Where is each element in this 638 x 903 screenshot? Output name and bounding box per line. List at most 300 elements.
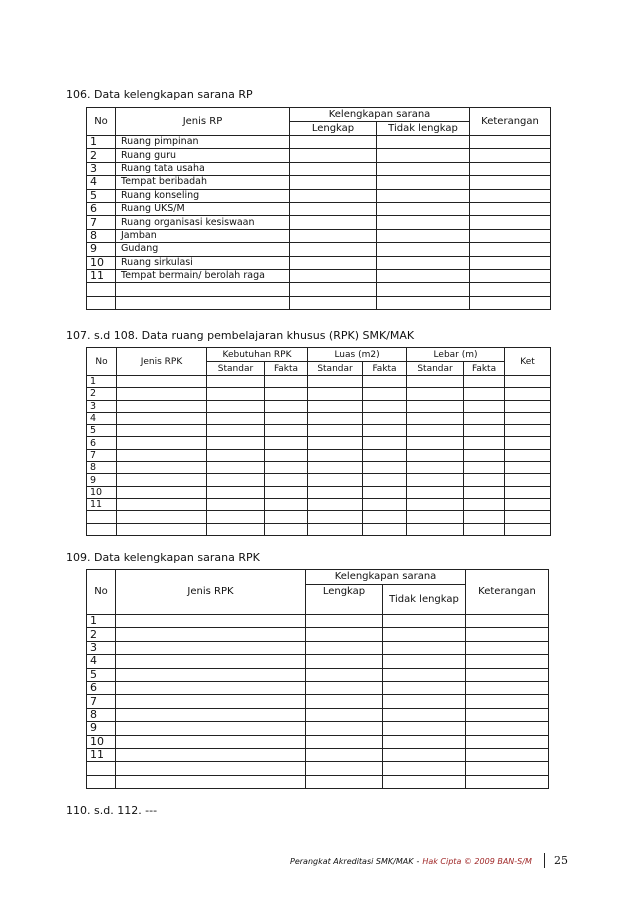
room-name: Ruang UKS/M — [116, 202, 290, 215]
table-cell — [363, 376, 407, 388]
table-cell — [363, 449, 407, 461]
table-cell — [466, 641, 549, 654]
table-cell — [207, 498, 265, 510]
col-lebar-header: Lebar (m) — [407, 348, 505, 362]
row-number: 10 — [87, 256, 116, 269]
table-row — [87, 775, 549, 788]
table-cell — [464, 412, 505, 424]
col-fakta-header: Fakta — [464, 362, 505, 376]
table-cell — [383, 775, 466, 788]
table-cell — [470, 176, 551, 189]
table-cell — [87, 283, 116, 296]
table-cell — [383, 708, 466, 721]
table-cell — [117, 498, 207, 510]
row-number: 7 — [87, 449, 117, 461]
table-cell — [290, 176, 377, 189]
table-cell — [464, 449, 505, 461]
table-cell — [464, 498, 505, 510]
table-cell — [470, 149, 551, 162]
table-cell — [466, 762, 549, 775]
table-cell — [363, 388, 407, 400]
table-cell — [116, 615, 306, 628]
table-row — [87, 425, 551, 437]
table-cell — [117, 388, 207, 400]
table-cell — [470, 296, 551, 309]
table-cell — [464, 523, 505, 535]
table-row — [87, 615, 549, 628]
table-cell — [117, 486, 207, 498]
table-cell — [290, 296, 377, 309]
table-cell — [407, 412, 464, 424]
col-standar-header: Standar — [207, 362, 265, 376]
footer-copyright: Hak Cipta © 2009 BAN-S/M — [422, 857, 532, 866]
table-cell — [464, 437, 505, 449]
table-cell — [116, 775, 306, 788]
table-cell — [308, 511, 363, 523]
col-ket-header: Ket — [505, 348, 551, 376]
col-jenis-header: Jenis RP — [116, 108, 290, 136]
table-cell — [306, 668, 383, 681]
table-row — [87, 376, 551, 388]
table-cell — [377, 216, 470, 229]
table-cell — [308, 462, 363, 474]
table-row — [87, 498, 551, 510]
table-cell — [117, 437, 207, 449]
table-cell — [265, 437, 308, 449]
table-cell — [290, 162, 377, 175]
table-row — [87, 400, 551, 412]
table-row — [87, 511, 551, 523]
table-cell — [87, 523, 117, 535]
table-cell — [407, 388, 464, 400]
table-cell — [466, 668, 549, 681]
table-cell — [464, 388, 505, 400]
table-row — [87, 628, 549, 641]
section-106-title: 106. Data kelengkapan sarana RP — [66, 88, 253, 101]
row-number: 7 — [87, 695, 116, 708]
table-cell — [116, 735, 306, 748]
table-cell — [116, 296, 290, 309]
row-number: 4 — [87, 655, 116, 668]
room-name: Ruang guru — [116, 149, 290, 162]
table-cell — [466, 708, 549, 721]
table-row — [87, 229, 551, 242]
col-lengkap-header: Lengkap — [290, 122, 377, 136]
room-name: Jamban — [116, 229, 290, 242]
table-cell — [116, 708, 306, 721]
table-cell — [306, 628, 383, 641]
table-cell — [377, 202, 470, 215]
table-cell — [505, 523, 551, 535]
table-cell — [116, 695, 306, 708]
table-cell — [207, 462, 265, 474]
row-number: 9 — [87, 722, 116, 735]
table-cell — [265, 498, 308, 510]
table-cell — [407, 523, 464, 535]
room-name: Ruang organisasi kesiswaan — [116, 216, 290, 229]
table-cell — [207, 449, 265, 461]
row-number: 5 — [87, 668, 116, 681]
table-cell — [290, 243, 377, 256]
table-cell — [470, 229, 551, 242]
room-name: Tempat beribadah — [116, 176, 290, 189]
row-number: 1 — [87, 376, 117, 388]
table-cell — [290, 136, 377, 149]
col-fakta-header: Fakta — [265, 362, 308, 376]
table-cell — [207, 486, 265, 498]
table-cell — [308, 400, 363, 412]
row-number: 1 — [87, 615, 116, 628]
table-cell — [505, 498, 551, 510]
table-cell — [470, 162, 551, 175]
table-cell — [407, 437, 464, 449]
col-tidak-lengkap-header: Tidak lengkap — [377, 122, 470, 136]
table-row — [87, 283, 551, 296]
table-cell — [466, 655, 549, 668]
table-cell — [308, 498, 363, 510]
col-tidak-lengkap-header: Tidak lengkap — [383, 585, 466, 615]
table-cell — [464, 486, 505, 498]
table-cell — [377, 136, 470, 149]
table-row — [87, 149, 551, 162]
table-cell — [116, 681, 306, 694]
col-jenis-header: Jenis RPK — [117, 348, 207, 376]
table-cell — [265, 425, 308, 437]
col-standar-header: Standar — [407, 362, 464, 376]
table-cell — [116, 722, 306, 735]
row-number: 9 — [87, 474, 117, 486]
row-number: 5 — [87, 425, 117, 437]
col-standar-header: Standar — [308, 362, 363, 376]
table-cell — [466, 748, 549, 761]
table-cell — [363, 412, 407, 424]
col-keterangan-header: Keterangan — [466, 570, 549, 615]
table-row — [87, 681, 549, 694]
table-cell — [117, 376, 207, 388]
section-107-title: 107. s.d 108. Data ruang pembelajaran khusus (RPK) SMK/MAK — [66, 329, 415, 342]
table-cell — [466, 615, 549, 628]
table-row — [87, 474, 551, 486]
rpk-room-table — [86, 347, 551, 536]
table-cell — [290, 189, 377, 202]
col-no-header: No — [87, 108, 116, 136]
table-cell — [87, 296, 116, 309]
section-110-title: 110. s.d. 112. --- — [66, 804, 158, 817]
table-row — [87, 695, 549, 708]
table-cell — [265, 462, 308, 474]
row-number: 9 — [87, 243, 116, 256]
table-row — [87, 256, 551, 269]
table-cell — [308, 412, 363, 424]
table-row — [87, 708, 549, 721]
table-cell — [117, 523, 207, 535]
table-cell — [505, 449, 551, 461]
table-cell — [363, 462, 407, 474]
table-cell — [363, 400, 407, 412]
room-name: Tempat bermain/ berolah raga — [116, 269, 290, 282]
table-cell — [116, 762, 306, 775]
table-cell — [207, 425, 265, 437]
table-cell — [290, 149, 377, 162]
row-number: 10 — [87, 735, 116, 748]
col-fakta-header: Fakta — [363, 362, 407, 376]
room-name: Ruang tata usaha — [116, 162, 290, 175]
table-cell — [505, 425, 551, 437]
col-lengkap-header: Lengkap — [306, 585, 383, 615]
table-cell — [464, 376, 505, 388]
table-row — [87, 486, 551, 498]
footer-divider — [544, 853, 545, 868]
table-cell — [383, 681, 466, 694]
col-keterangan-header: Keterangan — [470, 108, 551, 136]
row-number: 6 — [87, 202, 116, 215]
table-cell — [265, 474, 308, 486]
table-cell — [265, 449, 308, 461]
table-cell — [308, 449, 363, 461]
row-number: 5 — [87, 189, 116, 202]
row-number: 8 — [87, 708, 116, 721]
table-cell — [377, 283, 470, 296]
col-no-header: No — [87, 570, 116, 615]
col-kebutuhan-header: Kebutuhan RPK — [207, 348, 308, 362]
table-row — [87, 176, 551, 189]
section-109-title: 109. Data kelengkapan sarana RPK — [66, 551, 260, 564]
table-cell — [383, 722, 466, 735]
table-cell — [116, 628, 306, 641]
col-kelengkapan-header: Kelengkapan sarana — [290, 108, 470, 122]
table-cell — [290, 202, 377, 215]
table-cell — [377, 176, 470, 189]
table-cell — [306, 655, 383, 668]
table-cell — [464, 511, 505, 523]
table-cell — [363, 474, 407, 486]
table-cell — [363, 511, 407, 523]
table-cell — [407, 511, 464, 523]
rpk-facility-table — [86, 569, 549, 789]
table-row — [87, 388, 551, 400]
row-number: 8 — [87, 462, 117, 474]
table-cell — [308, 425, 363, 437]
table-cell — [464, 425, 505, 437]
table-row — [87, 722, 549, 735]
row-number: 10 — [87, 486, 117, 498]
table-cell — [470, 202, 551, 215]
table-cell — [306, 695, 383, 708]
table-cell — [363, 498, 407, 510]
table-cell — [470, 136, 551, 149]
table-cell — [470, 243, 551, 256]
table-row — [87, 462, 551, 474]
table-cell — [207, 437, 265, 449]
table-cell — [464, 474, 505, 486]
table-cell — [290, 256, 377, 269]
table-cell — [308, 474, 363, 486]
row-number: 2 — [87, 388, 117, 400]
table-cell — [407, 425, 464, 437]
table-cell — [116, 668, 306, 681]
row-number: 8 — [87, 229, 116, 242]
table-cell — [470, 283, 551, 296]
row-number: 4 — [87, 176, 116, 189]
table-cell — [265, 400, 308, 412]
table-cell — [265, 412, 308, 424]
table-row — [87, 668, 549, 681]
table-cell — [470, 269, 551, 282]
table-cell — [464, 400, 505, 412]
table-cell — [470, 256, 551, 269]
table-cell — [207, 376, 265, 388]
table-cell — [377, 269, 470, 282]
table-row — [87, 243, 551, 256]
table-cell — [308, 376, 363, 388]
table-cell — [306, 615, 383, 628]
table-cell — [383, 655, 466, 668]
table-cell — [407, 474, 464, 486]
table-cell — [306, 641, 383, 654]
table-cell — [377, 149, 470, 162]
table-cell — [383, 695, 466, 708]
table-cell — [308, 523, 363, 535]
table-cell — [363, 523, 407, 535]
table-cell — [407, 462, 464, 474]
table-row — [87, 437, 551, 449]
table-cell — [383, 668, 466, 681]
table-row — [87, 748, 549, 761]
table-cell — [383, 735, 466, 748]
row-number: 3 — [87, 400, 117, 412]
footer — [290, 857, 532, 866]
table-cell — [383, 628, 466, 641]
table-cell — [207, 412, 265, 424]
table-cell — [407, 376, 464, 388]
col-luas-header: Luas (m2) — [308, 348, 407, 362]
table-cell — [87, 762, 116, 775]
table-row — [87, 189, 551, 202]
table-cell — [505, 511, 551, 523]
table-cell — [505, 388, 551, 400]
table-cell — [308, 437, 363, 449]
table-cell — [505, 462, 551, 474]
table-cell — [377, 256, 470, 269]
row-number: 11 — [87, 748, 116, 761]
row-number: 3 — [87, 162, 116, 175]
col-jenis-header: Jenis RPK — [116, 570, 306, 615]
table-cell — [466, 681, 549, 694]
table-cell — [363, 425, 407, 437]
table-cell — [87, 511, 117, 523]
row-number: 1 — [87, 136, 116, 149]
footer-text: Perangkat Akreditasi SMK/MAK — [290, 857, 414, 866]
table-cell — [117, 449, 207, 461]
table-cell — [117, 400, 207, 412]
table-cell — [377, 162, 470, 175]
table-cell — [466, 735, 549, 748]
table-cell — [290, 216, 377, 229]
row-number: 11 — [87, 498, 117, 510]
table-cell — [383, 748, 466, 761]
table-cell — [87, 775, 116, 788]
table-cell — [407, 449, 464, 461]
table-cell — [470, 216, 551, 229]
table-cell — [116, 641, 306, 654]
table-cell — [505, 474, 551, 486]
table-row — [87, 641, 549, 654]
table-row — [87, 269, 551, 282]
row-number: 3 — [87, 641, 116, 654]
table-cell — [265, 486, 308, 498]
table-row — [87, 296, 551, 309]
table-row — [87, 655, 549, 668]
room-name: Ruang sirkulasi — [116, 256, 290, 269]
table-cell — [407, 400, 464, 412]
table-cell — [306, 775, 383, 788]
table-row — [87, 449, 551, 461]
row-number: 4 — [87, 412, 117, 424]
rp-facility-table — [86, 107, 551, 310]
table-cell — [466, 722, 549, 735]
table-cell — [377, 296, 470, 309]
room-name: Ruang pimpinan — [116, 136, 290, 149]
table-row — [87, 162, 551, 175]
table-cell — [306, 722, 383, 735]
table-cell — [308, 486, 363, 498]
col-no-header: No — [87, 348, 117, 376]
row-number: 2 — [87, 628, 116, 641]
table-cell — [290, 283, 377, 296]
table-row — [87, 735, 549, 748]
table-cell — [265, 376, 308, 388]
table-cell — [306, 735, 383, 748]
table-cell — [377, 189, 470, 202]
table-cell — [407, 486, 464, 498]
table-cell — [470, 189, 551, 202]
table-cell — [265, 388, 308, 400]
table-row — [87, 762, 549, 775]
room-name: Ruang konseling — [116, 189, 290, 202]
table-row — [87, 202, 551, 215]
table-cell — [207, 523, 265, 535]
table-cell — [117, 412, 207, 424]
table-cell — [306, 762, 383, 775]
table-cell — [290, 229, 377, 242]
table-cell — [207, 400, 265, 412]
table-cell — [466, 695, 549, 708]
table-cell — [363, 437, 407, 449]
footer-separator: - — [416, 857, 420, 866]
table-row — [87, 523, 551, 535]
table-cell — [117, 425, 207, 437]
table-cell — [306, 681, 383, 694]
table-cell — [505, 437, 551, 449]
table-cell — [308, 388, 363, 400]
table-cell — [306, 708, 383, 721]
table-cell — [116, 748, 306, 761]
row-number: 7 — [87, 216, 116, 229]
table-row — [87, 136, 551, 149]
table-cell — [377, 243, 470, 256]
table-cell — [383, 615, 466, 628]
table-cell — [505, 400, 551, 412]
table-cell — [383, 641, 466, 654]
table-cell — [505, 376, 551, 388]
table-cell — [117, 462, 207, 474]
page-number: 25 — [554, 854, 568, 867]
table-cell — [290, 269, 377, 282]
table-cell — [207, 511, 265, 523]
table-cell — [116, 655, 306, 668]
row-number: 2 — [87, 149, 116, 162]
table-cell — [464, 462, 505, 474]
